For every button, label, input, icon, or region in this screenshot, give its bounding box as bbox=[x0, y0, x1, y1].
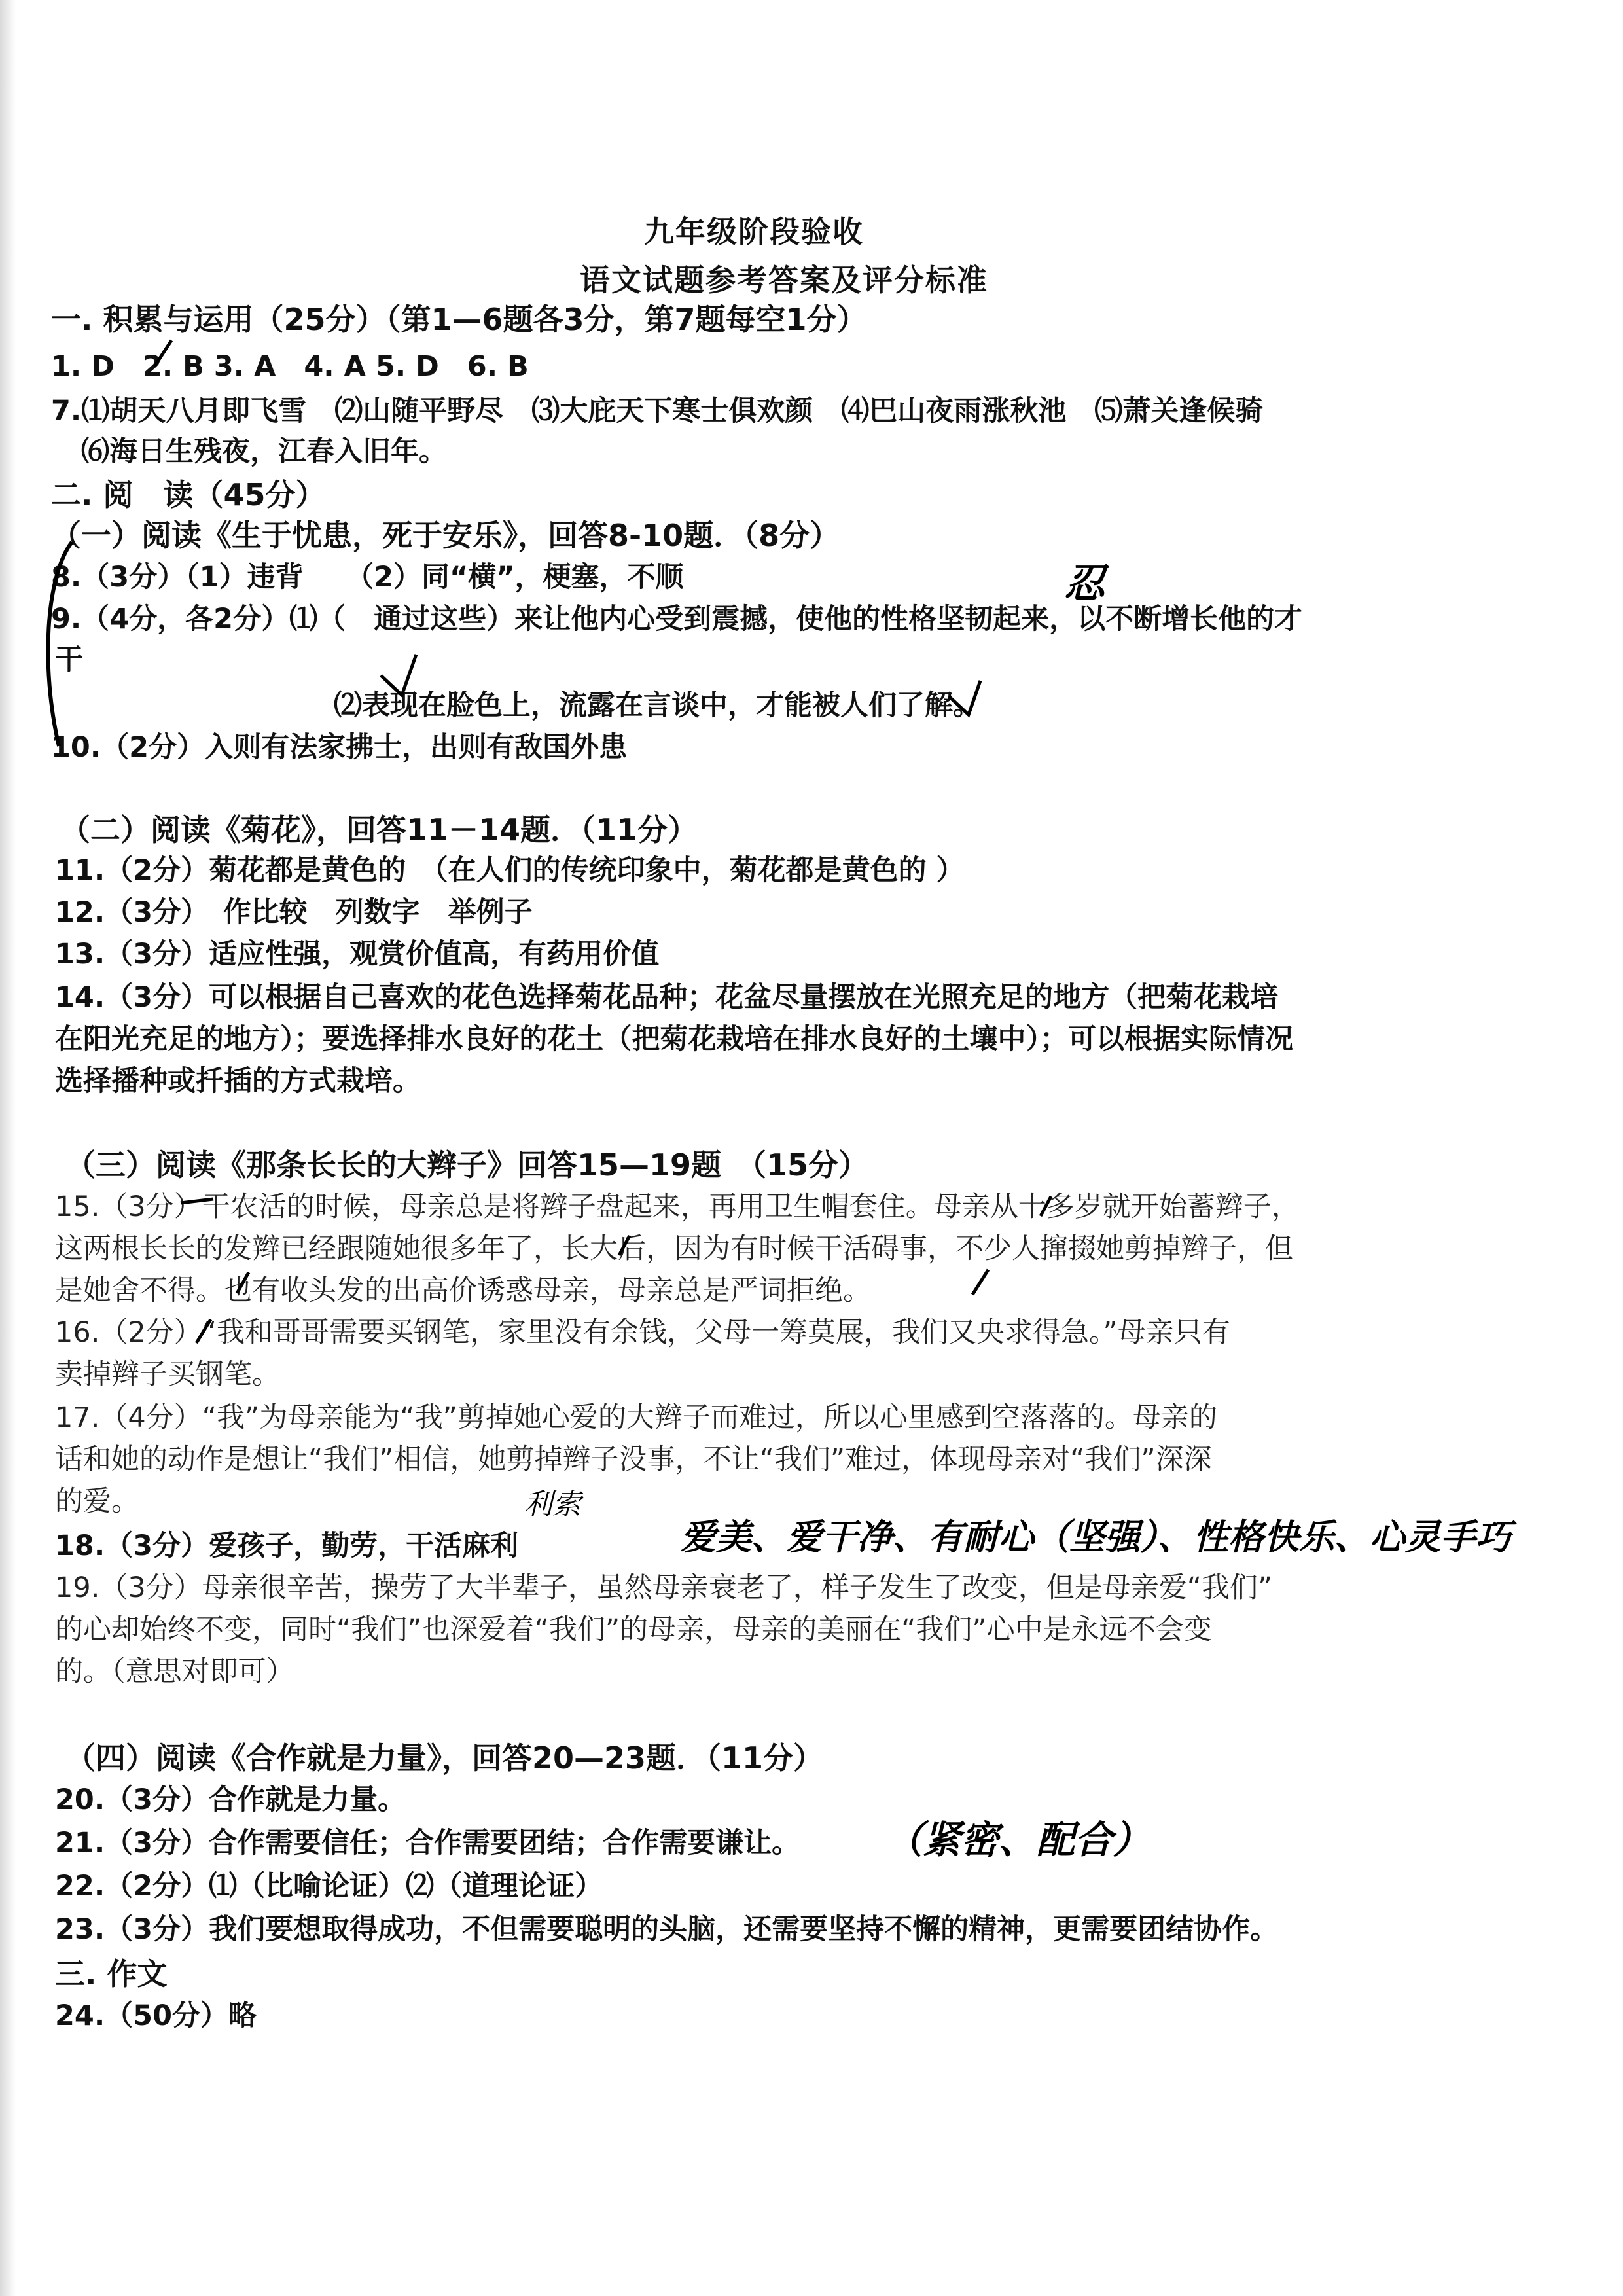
q10-answer: 10.（2分）入则有法家拂士，出则有敌国外患 bbox=[51, 731, 628, 764]
q23-answer: 23.（3分）我们要想取得成功，不但需要聪明的头脑，还需要坚持不懈的精神，更需要团结协作。 bbox=[55, 1913, 1279, 1946]
q21-answer: 21.（3分）合作需要信任；合作需要团结；合作需要谦让。 bbox=[55, 1827, 800, 1859]
q24-answer: 24.（50分）略 bbox=[55, 2000, 257, 2032]
handwritten-note-q9: 忍 bbox=[1064, 560, 1105, 607]
check-mark bbox=[972, 1270, 988, 1295]
q15-answer-line2: 这两根长长的发辫已经跟随她很多年了，长大后，因为有时候干活碍事，不少人撺掇她剪掉辫子，但 bbox=[55, 1232, 1293, 1265]
q13-answer: 13.（3分）适应性强，观赏价值高，有药用价值 bbox=[55, 938, 660, 971]
q16-answer-line2: 卖掉辫子买钢笔。 bbox=[55, 1358, 280, 1391]
check-mark bbox=[154, 340, 171, 367]
part1-heading: （一）阅读《生于忧患，死于安乐》，回答8-10题．（8分） bbox=[51, 518, 840, 553]
q17-answer-line2: 话和她的动作是想让“我们”相信，她剪掉辫子没事，不让“我们”难过，体现母亲对“我们”深深 bbox=[55, 1443, 1212, 1476]
check-mark bbox=[196, 1319, 211, 1343]
q14-answer-line3: 选择播种或扦插的方式栽培。 bbox=[55, 1065, 421, 1098]
q19-answer-line3: 的。（意思对即可） bbox=[55, 1655, 294, 1688]
part4-heading: （四）阅读《合作就是力量》，回答20—23题．（11分） bbox=[65, 1740, 824, 1776]
q8-answer: 8.（3分）（1）违背 （2）同“横”，梗塞，不顺 bbox=[51, 561, 684, 594]
q20-answer: 20.（3分）合作就是力量。 bbox=[55, 1784, 406, 1816]
handwritten-note-q18: 爱美、爱干净、有耐心（坚强）、性格快乐、心灵手巧 bbox=[681, 1516, 1511, 1558]
q17-answer-line1: 17.（4分）“我”为母亲能为“我”剪掉她心爱的大辫子而难过，所以心里感到空落落的。母亲的 bbox=[55, 1401, 1217, 1434]
q9-answer-line2: 干 bbox=[55, 643, 83, 676]
section2-heading: 二. 阅 读（45分） bbox=[51, 477, 326, 512]
q17-answer-line3: 的爱。 bbox=[55, 1485, 139, 1518]
q16-answer-line1: 16.（2分）“我和哥哥需要买钢笔，家里没有余钱，父母一筹莫展，我们又央求得急。”母亲只有 bbox=[55, 1316, 1230, 1349]
q9-answer-line1: 9.（4分，各2分）⑴（ 通过这些）来让他内心受到震撼，使他的性格坚韧起来，以不断增长他的才 bbox=[51, 603, 1303, 636]
q18-answer: 18.（3分）爱孩子，勤劳，干活麻利 bbox=[55, 1530, 519, 1562]
q19-answer-line1: 19.（3分）母亲很辛苦，操劳了大半辈子，虽然母亲衰老了，样子发生了改变，但是母亲爱“我们” bbox=[55, 1571, 1273, 1604]
check-mark bbox=[181, 1199, 213, 1203]
handwritten-note-q21: （紧密、配合） bbox=[885, 1818, 1151, 1862]
q15-answer-line3: 是她舍不得。也有收头发的出高价诱惑母亲，母亲总是严词拒绝。 bbox=[55, 1274, 871, 1307]
q7-answer-line2: ⑹海日生残夜，江春入旧年。 bbox=[81, 435, 447, 468]
part3-heading: （三）阅读《那条长长的大辫子》回答15—19题 （15分） bbox=[65, 1147, 869, 1183]
check-mark bbox=[949, 681, 980, 715]
q14-answer-line2: 在阳光充足的地方）；要选择排水良好的花土（把菊花栽培在排水良好的土壤中）；可以根据实际情况 bbox=[55, 1023, 1293, 1056]
handwritten-note-q18-small: 利索 bbox=[524, 1488, 581, 1521]
q15-answer-line1: 15.（3分）干农活的时候，母亲总是将辫子盘起来，再用卫生帽套住。母亲从十多岁就开始蓄辫子， bbox=[55, 1191, 1300, 1223]
q22-answer: 22.（2分）⑴（比喻论证）⑵（道理论证） bbox=[55, 1870, 603, 1903]
q12-answer: 12.（3分） 作比较 列数字 举例子 bbox=[55, 896, 533, 929]
q14-answer-line1: 14.（3分）可以根据自己喜欢的花色选择菊花品种；花盆尽量摆放在光照充足的地方（把菊花栽培 bbox=[55, 981, 1279, 1014]
q9-answer-line3: ⑵表现在脸色上，流露在言谈中，才能被人们了解。 bbox=[334, 689, 981, 722]
check-mark bbox=[381, 655, 416, 695]
document-title: 九年级阶段验收 bbox=[644, 214, 864, 249]
check-mark bbox=[1041, 1196, 1051, 1216]
check-mark bbox=[237, 1272, 249, 1293]
multiple-choice-answers: 1. D 2. B 3. A 4. A 5. D 6. B bbox=[51, 350, 529, 383]
part2-heading: （二）阅读《菊花》，回答11－14题．（11分） bbox=[60, 812, 698, 848]
q11-answer: 11.（2分）菊花都是黄色的 （在人们的传统印象中，菊花都是黄色的 ） bbox=[55, 854, 965, 887]
document-subtitle: 语文试题参考答案及评分标准 bbox=[580, 262, 988, 298]
check-mark bbox=[619, 1236, 630, 1255]
section3-heading: 三. 作文 bbox=[55, 1956, 168, 1992]
bracket-mark bbox=[48, 542, 72, 746]
section1-heading: 一. 积累与运用（25分）（第1—6题各3分，第7题每空1分） bbox=[51, 302, 867, 337]
q19-answer-line2: 的心却始终不变，同时“我们”也深爱着“我们”的母亲，母亲的美丽在“我们”心中是永远不会变 bbox=[55, 1613, 1212, 1646]
q7-answer-line1: 7.⑴胡天八月即飞雪 ⑵山随平野尽 ⑶大庇天下寒士俱欢颜 ⑷巴山夜雨涨秋池 ⑸萧关逢候骑 bbox=[51, 395, 1264, 427]
